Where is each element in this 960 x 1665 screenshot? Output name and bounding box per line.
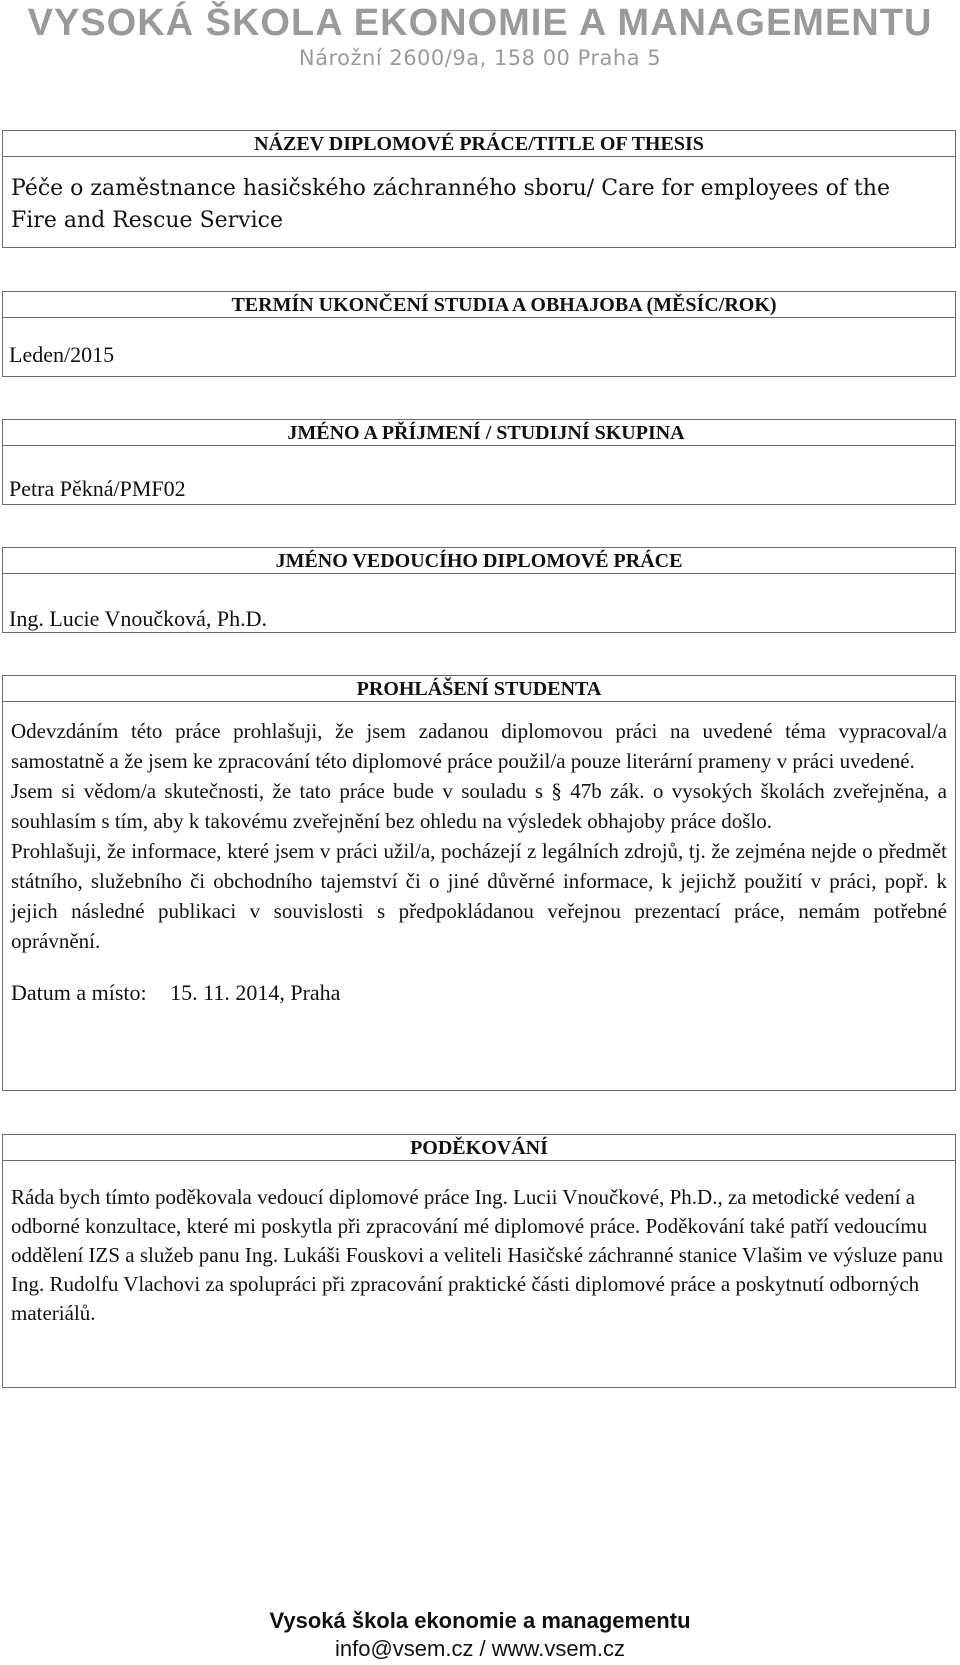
acknowledgement-box: [2, 1134, 956, 1388]
thesis-title-box: [2, 130, 956, 248]
acknowledgement-label: PODĚKOVÁNÍ: [3, 1135, 955, 1161]
thesis-title-line-2: Fire and Rescue Service: [11, 208, 283, 233]
thesis-title-value: [11, 173, 941, 237]
thesis-title-line-1: Péče o zaměstnance hasičského záchranného sboru/ Care for employees of the: [11, 176, 890, 201]
study-term-value: Leden/2015: [9, 342, 115, 367]
declaration-label: PROHLÁŠENÍ STUDENTA: [3, 676, 955, 702]
declaration-date-row: [3, 956, 955, 1006]
supervisor-box: [2, 547, 956, 633]
student-name-label: JMÉNO A PŘÍJMENÍ / STUDIJNÍ SKUPINA: [3, 420, 955, 446]
supervisor-label: JMÉNO VEDOUCÍHO DIPLOMOVÉ PRÁCE: [3, 548, 955, 574]
declaration-box: [2, 675, 956, 1091]
declaration-date-value: 15. 11. 2014, Praha: [170, 980, 341, 1005]
school-header-name: VYSOKÁ ŠKOLA EKONOMIE A MANAGEMENTU: [27, 2, 933, 44]
student-name-value: Petra Pěkná/PMF02: [9, 476, 186, 501]
acknowledgement-text: Ráda bych tímto poděkovala vedoucí diplomové práce Ing. Lucii Vnoučkové, Ph.D., za metodické vedení a odborné konzultace, které mi poskytla při zpracování mé diplomové práce. Poděkování také patří vedoucímu oddělení IZS a služeb panu Ing. Lukáši Fouskovi a veliteli Hasičské záchranné stanice Vlašim ve výsluze panu Ing. Rudolfu Vlachovi za spolupráci při zpracování praktické části diplomové práce a poskytnutí odborných materiálů.: [11, 1185, 944, 1325]
declaration-paragraph-2: Jsem si vědom/a skutečnosti, že tato práce bude v souladu s § 47b zák. o vysokých školách zveřejněna, a souhlasím s tím, aby k takovému zveřejnění bez ohledu na výsledek obhajoby práce došlo.: [11, 779, 947, 833]
study-term-box: [2, 291, 956, 377]
footer-school-name: Vysoká škola ekonomie a managementu: [269, 1608, 691, 1633]
supervisor-value: Ing. Lucie Vnoučková, Ph.D.: [9, 606, 268, 631]
school-header-address: Nárožní 2600/9a, 158 00 Praha 5: [298, 46, 662, 70]
student-name-box: [2, 419, 956, 505]
footer-contact: info@vsem.cz / www.vsem.cz: [334, 1636, 626, 1661]
study-term-label: TERMÍN UKONČENÍ STUDIA A OBHAJOBA (MĚSÍC/ROK): [3, 292, 955, 318]
thesis-title-label: NÁZEV DIPLOMOVÉ PRÁCE/TITLE OF THESIS: [3, 131, 955, 157]
declaration-date-label: Datum a místo:: [11, 980, 147, 1005]
declaration-paragraph-3: Prohlašuji, že informace, které jsem v práci užil/a, pocházejí z legálních zdrojů, tj. že zejména nejde o předmět státního, služebního či obchodního tajemství či o jiné důvěrné informace, k jejichž použití v práci, popř. k jejich následné publikaci v souvislosti s předpokládanou veřejnou prezentací práce, nemám potřebné oprávnění.: [11, 839, 947, 953]
declaration-paragraph-1: Odevzdáním této práce prohlašuji, že jsem zadanou diplomovou práci na uvedené téma vypracoval/a samostatně a že jsem ke zpracování této diplomové práce použil/a pouze literární prameny v práci uvedené.: [11, 719, 947, 773]
